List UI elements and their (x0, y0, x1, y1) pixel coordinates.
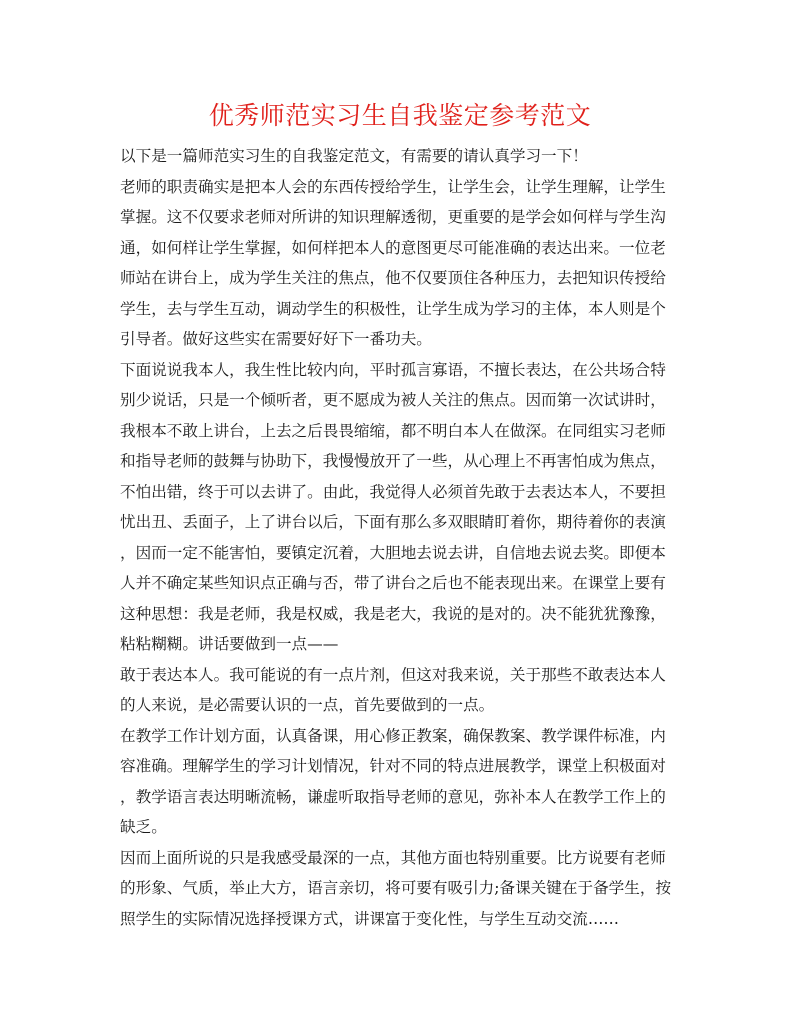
text-line: 容准确。理解学生的学习计划情况，针对不同的特点进展教学，课堂上积极面对 (120, 757, 666, 775)
text-line: 和指导老师的鼓舞与协助下，我慢慢放开了一些，从心理上不再害怕成为焦点， (120, 452, 666, 470)
text-line: 在教学工作计划方面，认真备课，用心修正教案，确保教案、教学课件标准，内 (120, 726, 666, 745)
text-line: 敢于表达本人。我可能说的有一点片剂，但这对我来说，关于那些不敢表达本人 (120, 665, 666, 684)
text-line: 这种思想：我是老师，我是权威，我是老大，我说的是对的。决不能犹犹豫豫， (120, 604, 666, 623)
text-line: 我根本不敢上讲台，上去之后畏畏缩缩，都不明白本人在做深。在同组实习老师 (120, 421, 666, 440)
text-line: 照学生的实际情况选择授课方式，讲课富于变化性，与学生互动交流…… (120, 909, 620, 928)
document-title: 优秀师范实习生自我鉴定参考范文 (208, 101, 592, 130)
text-line: 的人来说，是必需要认识的一点，首先要做到的一点。 (120, 696, 495, 714)
text-line: 粘粘糊糊。讲话要做到一点—— (120, 635, 339, 653)
text-line: 学生，去与学生互动，调动学生的积极性，让学生成为学习的主体，本人则是个 (120, 299, 666, 318)
text-line: 别少说话，只是一个倾听者，更不愿成为被人关注的焦点。因而第一次试讲时， (120, 391, 666, 409)
text-line: 忧出丑、丢面子，上了讲台以后，下面有那么多双眼睛盯着你，期待着你的表演 (120, 513, 666, 531)
document-body (120, 141, 676, 934)
text-line: 的形象、气质，举止大方，语言亲切，将可要有吸引力;备课关键在于备学生，按 (120, 879, 672, 897)
text-line: 缺乏。 (120, 818, 167, 836)
text-line: 老师的职责确实是把本人会的东西传授给学生，让学生会，让学生理解，让学生 (120, 177, 666, 196)
text-line: 引导者。做好这些实在需要好好下一番功夫。 (120, 330, 432, 348)
text-line: 以下是一篇师范实习生的自我鉴定范文，有需要的请认真学习一下！ (120, 147, 588, 165)
text-line: 下面说说我本人，我生性比较内向，平时孤言寡语，不擅长表达，在公共场合特 (120, 360, 666, 379)
text-line: 不怕出错，终于可以去讲了。由此，我觉得人必须首先敢于去表达本人，不要担 (120, 482, 666, 501)
text-line: ，教学语言表达明晰流畅，谦虚听取指导老师的意见，弥补本人在教学工作上的 (120, 787, 666, 806)
text-line: 人并不确定某些知识点正确与否，带了讲台之后也不能表现出来。在课堂上要有 (120, 574, 666, 592)
text-line: ，因而一定不能害怕，要镇定沉着，大胆地去说去讲，自信地去说去奖。即便本 (120, 543, 666, 562)
text-line: 因而上面所说的只是我感受最深的一点，其他方面也特别重要。比方说要有老师 (120, 848, 666, 867)
text-line: 通，如何样让学生掌握，如何样把本人的意图更尽可能准确的表达出来。一位老 (120, 238, 666, 257)
text-line: 师站在讲台上，成为学生关注的焦点，他不仅要顶住各种压力，去把知识传授给 (120, 269, 666, 287)
text-line: 掌握。这不仅要求老师对所讲的知识理解透彻，更重要的是学会如何样与学生沟 (120, 208, 666, 226)
